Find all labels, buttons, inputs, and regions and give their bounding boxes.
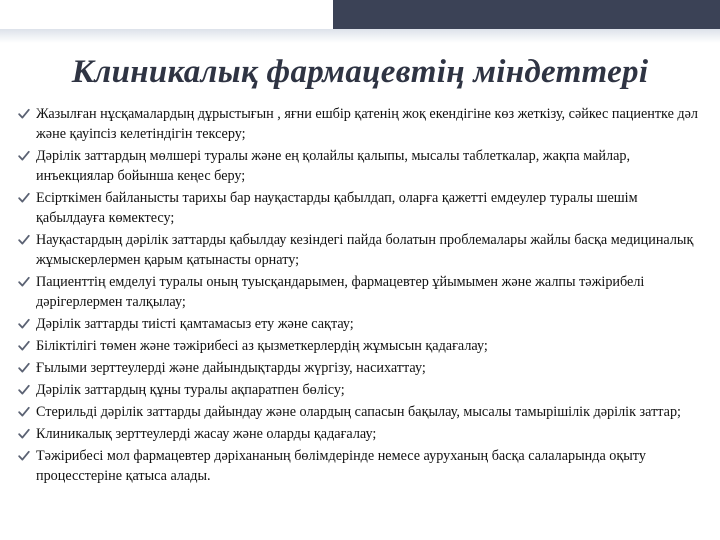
bullet-text: Стерильді дәрілік заттарды дайындау және олардың сапасын бақылау, мысалы тамырішілік дәрілік заттар; bbox=[36, 404, 681, 420]
bullet-item bbox=[18, 230, 698, 270]
bullet-list bbox=[18, 104, 698, 488]
bullet-item bbox=[18, 104, 698, 144]
checkmark-icon bbox=[18, 234, 30, 246]
checkmark-icon bbox=[18, 362, 30, 374]
checkmark-icon bbox=[18, 384, 30, 396]
checkmark-icon bbox=[18, 318, 30, 330]
checkmark-icon bbox=[18, 108, 30, 120]
bullet-text: Жазылған нұсқамалардың дұрыстығын , яғни ешбір қатенің жоқ екендігіне көз жеткізу, сәйкес пациентке дәл және қауіпсіз келетіндігін тексеру; bbox=[36, 106, 699, 142]
bullet-text: Пациенттің емделуі туралы оның туысқандарымен, фармацевтер ұйымымен және жалпы тәжірибелі дәрігерлермен талқылау; bbox=[36, 274, 645, 310]
bullet-text: Науқастардың дәрілік заттарды қабылдау кезіндегі пайда болатын проблемалары жайлы басқа медициналық жұмыскерлермен қарым қатынасты орнату; bbox=[36, 232, 694, 268]
bullet-item bbox=[18, 358, 698, 378]
header-gradient-band bbox=[0, 29, 720, 43]
checkmark-icon bbox=[18, 428, 30, 440]
checkmark-icon bbox=[18, 150, 30, 162]
bullet-item bbox=[18, 446, 698, 486]
bullet-item bbox=[18, 402, 698, 422]
bullet-text: Дәрілік заттарды тиісті қамтамасыз ету және сақтау; bbox=[36, 316, 354, 332]
checkmark-icon bbox=[18, 340, 30, 352]
bullet-text: Тәжірибесі мол фармацевтер дәріхананың бөлімдерінде немесе ауруханың басқа салаларында оқыту процесстеріне қатыса алады. bbox=[36, 448, 646, 484]
bullet-text: Дәрілік заттардың мөлшері туралы және ең қолайлы қалыпы, мысалы таблеткалар, жақпа майлар, инъекциялар бойынша кеңес беру; bbox=[36, 148, 631, 184]
slide-title: Клиникалық фармацевтің міндеттері bbox=[71, 54, 649, 90]
bullet-text: Клиникалық зерттеулерді жасау және оларды қадағалау; bbox=[36, 426, 377, 442]
bullet-item bbox=[18, 380, 698, 400]
checkmark-icon bbox=[18, 276, 30, 288]
bullet-text: Есірткімен байланысты тарихы бар науқастарды қабылдап, оларға қажетті емдеулер туралы шешім қабылдауға көмектесу; bbox=[36, 190, 638, 226]
bullet-text: Дәрілік заттардың құны туралы ақпаратпен бөлісу; bbox=[36, 382, 345, 398]
bullet-item bbox=[18, 336, 698, 356]
checkmark-icon bbox=[18, 406, 30, 418]
bullet-item bbox=[18, 146, 698, 186]
bullet-text: Біліктілігі төмен және тәжірибесі аз қызметкерлердің жұмысын қадағалау; bbox=[36, 338, 488, 354]
checkmark-icon bbox=[18, 192, 30, 204]
bullet-text: Ғылыми зерттеулерді және дайындықтарды жүргізу, насихаттау; bbox=[36, 360, 426, 376]
bullet-item bbox=[18, 188, 698, 228]
bullet-item bbox=[18, 272, 698, 312]
checkmark-icon bbox=[18, 450, 30, 462]
bullet-item bbox=[18, 424, 698, 444]
header-accent-bar bbox=[333, 0, 720, 29]
bullet-item bbox=[18, 314, 698, 334]
